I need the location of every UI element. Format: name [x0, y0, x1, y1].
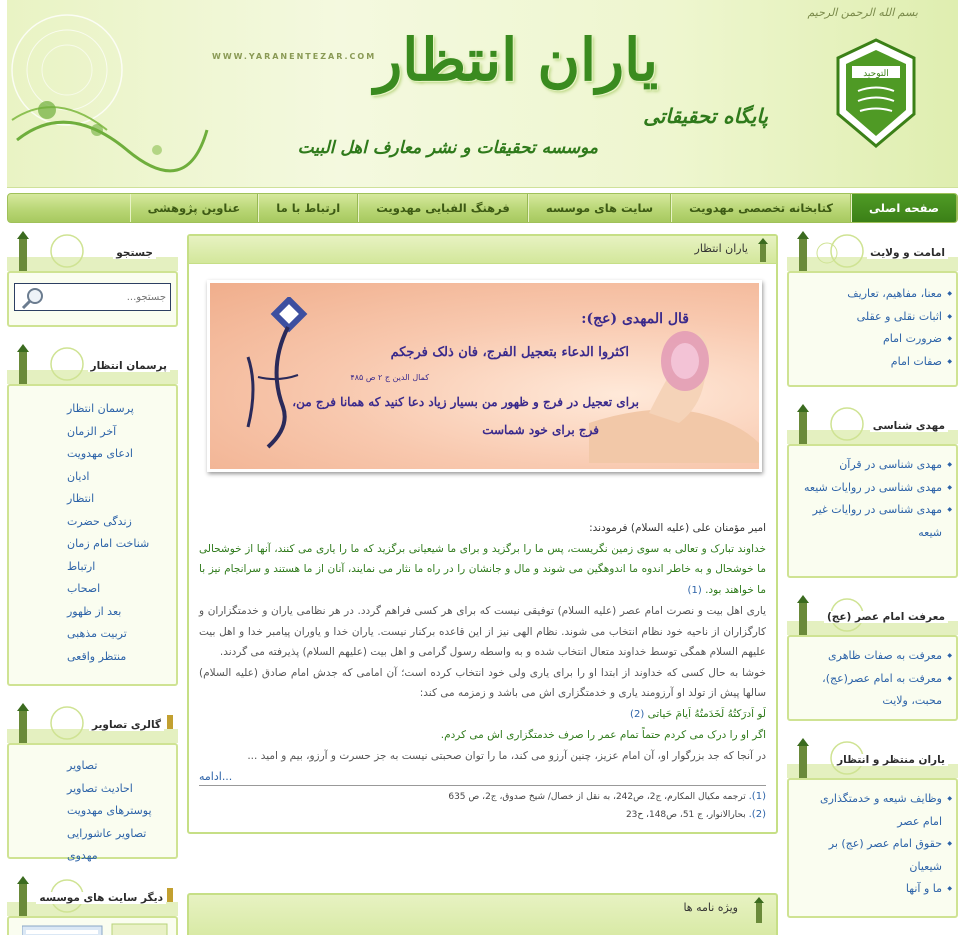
box-porseman: [7, 384, 178, 686]
sidebar-box-header: [7, 344, 178, 384]
article-paragraph: خوشا به حال کسی که خداوند از ابتدا او را برای یاری ولی خود انتخاب کرده است؛ آن امامی که جدش امام صادق (علیه السلام) سالها پیش از تولد او آرزومند یاری و خدمتگزاری اش می باشد و زمزمه می کند:: [199, 666, 766, 699]
reference-item: [199, 788, 766, 806]
list-item[interactable]: ◆ اثبات نقلی و عقلی: [789, 306, 956, 329]
site-org-name: موسسه تحقیقات و نشر معارف اهل البیت: [297, 138, 598, 158]
site-thumbnail-icon[interactable]: [22, 922, 172, 935]
reference-text: بحارالانوار، ج 51، ص148، ح23: [625, 810, 746, 820]
box-title-yaran: یاران منتظر و انتظار: [834, 754, 948, 766]
box-title-search: جستجو: [113, 247, 156, 259]
box-title-porseman: پرسمان انتظار: [88, 360, 170, 372]
box-mahdi: [787, 444, 958, 578]
sidebar-box-header: [787, 231, 958, 271]
box-title-other-sites: دیگر سایت های موسسه: [36, 892, 166, 904]
nav-item-home[interactable]: صفحه اصلی: [851, 194, 957, 222]
article-box-header: [189, 236, 776, 264]
minaret-icon: [748, 897, 770, 923]
list-item[interactable]: ◆ معرفت به امام عصر(عج)، محبت، ولایت: [799, 668, 956, 713]
box-imamat: [787, 271, 958, 387]
banner-heading: قال المهدی (عج):: [581, 311, 689, 327]
banner-persian-line1: برای تعجیل در فرج و ظهور من بسیار زیاد دعا کنید که همانا فرج من،: [292, 395, 639, 409]
right-sidebar: [787, 231, 958, 918]
article-box-title: یاران انتظار: [694, 242, 748, 255]
list-item[interactable]: ادیان: [67, 469, 90, 483]
reference-number[interactable]: (2).: [748, 809, 766, 820]
list-item[interactable]: تربیت مذهبی: [67, 627, 127, 640]
sidebar-box-header: [7, 231, 178, 271]
reference-text: ترجمه مکیال المکارم، ج2، ص242، به نقل از خصال/ شیخ صدوق، ج2، ص 635: [448, 792, 746, 802]
box-title-imamat: امامت و ولایت: [867, 247, 948, 259]
list-item[interactable]: شناخت امام زمان: [67, 537, 150, 550]
article-quote: [199, 539, 766, 602]
list-item[interactable]: بعد از ظهور: [67, 604, 122, 618]
banner-reference: کمال الدین ج ۲ ص ۴۸۵: [350, 373, 429, 382]
list-item[interactable]: ◆ مهدی شناسی در روایات شیعه: [799, 477, 956, 500]
sidebar-box-header: [7, 703, 178, 743]
list-item[interactable]: ارتباط: [67, 559, 96, 573]
arabic-text: لَو اَدرَکتُهُ لَخَدَمتُهُ اَیامَ حَیاتی: [647, 707, 766, 720]
sidebar-box-header: [787, 738, 958, 778]
box-gallery: [7, 743, 178, 862]
article-body: [189, 506, 776, 766]
list-item[interactable]: منتظر واقعی: [67, 649, 127, 663]
banner-arabic-text: اکثروا الدعاء بتعجیل الفرج، فان ذلک فرجکم: [390, 345, 629, 360]
site-title[interactable]: یاران انتظار: [374, 26, 658, 94]
footnote-link-1[interactable]: (1): [687, 584, 702, 596]
special-issues-title: ویژه نامه ها: [683, 901, 738, 914]
decorative-swirl-icon: [7, 0, 217, 188]
list-item[interactable]: تصاویر: [67, 759, 98, 772]
banner-persian-line2: فرج برای خود شماست: [482, 423, 599, 437]
article-paragraph: در آنجا که جد بزرگوار او، آن امام عزیز، چنین آرزو می کند، ما را توان صحبتی نیست به جز حسرت و آرزو، بیم و امید ...: [247, 749, 766, 762]
list-item[interactable]: ◆ ما و آنها: [799, 878, 956, 901]
minaret-icon: [754, 238, 772, 262]
sidebar-box-header: [787, 404, 958, 444]
article-green-line: اگر او را درک می کردم حتماً تمام عمر را صرف خدمتگزاری اش می کردم.: [440, 729, 766, 741]
nav-item-library[interactable]: کتابخانه تخصصی مهدویت: [671, 194, 851, 222]
box-other-sites: [7, 916, 178, 935]
references: [189, 786, 776, 832]
box-title-gallery: گالری تصاویر: [89, 719, 164, 731]
list-item[interactable]: ◆ ضرورت امام: [789, 328, 956, 351]
box-title-marefat: معرفت امام عصر (عج): [824, 611, 948, 623]
nav-item-dictionary[interactable]: فرهنگ الفبایی مهدویت: [358, 194, 528, 222]
calligraphy-emblem-icon: [228, 297, 318, 457]
footnote-link-2[interactable]: (2): [630, 708, 645, 720]
box-title-mahdi: مهدی شناسی: [870, 420, 948, 432]
read-more-link[interactable]: ادامه...: [199, 770, 233, 783]
main-nav: [7, 193, 958, 223]
bismillah-text: بسم الله الرحمن الرحیم: [807, 6, 918, 19]
article-box: [187, 234, 778, 834]
article-arabic-line: [199, 704, 766, 726]
box-marefat: [787, 635, 958, 721]
logo-emblem-icon: [828, 36, 924, 150]
site-subtitle: پایگاه تحقیقاتی: [643, 104, 768, 128]
list-item[interactable]: ◆ مهدی شناسی در قرآن: [799, 454, 956, 477]
list-item[interactable]: احادیث تصاویر: [67, 781, 133, 795]
praying-hands-icon: [589, 313, 759, 463]
hadith-banner: [207, 280, 762, 472]
sidebar-box-header: [7, 876, 178, 916]
sidebar-box-header: [787, 595, 958, 635]
list-item[interactable]: پوسترهای مهدویت: [67, 804, 152, 817]
list-item[interactable]: اصحاب: [67, 582, 101, 595]
site-url: WWW.YARANENTEZAR.COM: [212, 52, 377, 61]
article-intro: امیر مؤمنان علی (علیه السلام) فرمودند:: [589, 522, 766, 534]
list-item[interactable]: ◆ معنا، مفاهیم، تعاریف: [789, 283, 956, 306]
site-header: [7, 0, 958, 188]
box-yaran: [787, 778, 958, 918]
reference-item: [199, 806, 766, 824]
reference-number[interactable]: (1).: [748, 791, 766, 802]
left-sidebar: [7, 231, 178, 935]
nav-item-sites[interactable]: سایت های موسسه: [528, 194, 671, 222]
search-field-wrapper: [14, 283, 171, 311]
list-item[interactable]: انتظار: [67, 492, 95, 505]
list-item[interactable]: ◆ معرفت به صفات ظاهری: [799, 645, 956, 668]
list-item[interactable]: ادعای مهدویت: [67, 447, 133, 460]
nav-item-research[interactable]: عناوین پژوهشی: [130, 194, 259, 222]
search-input[interactable]: [36, 285, 166, 309]
list-item[interactable]: آخر الزمان: [67, 424, 117, 438]
list-item[interactable]: ◆ صفات امام: [789, 351, 956, 374]
special-issues-box: [187, 893, 778, 935]
list-item[interactable]: ◆ مهدی شناسی در روایات غیر شیعه: [799, 499, 956, 544]
search-icon[interactable]: [21, 287, 45, 309]
search-box: [7, 271, 178, 327]
main-content: [187, 234, 778, 834]
list-item[interactable]: زندگی حضرت: [67, 514, 132, 528]
list-item[interactable]: پرسمان انتظار: [67, 402, 134, 415]
svg-text:التوحید: التوحید: [863, 69, 889, 79]
article-paragraph: یاری اهل بیت و نصرت امام عصر (علیه السلام) توفیقی نیست که برای هر کسی فراهم گردد. در هر نظامی یاران و خدمتگزاران و کارگزاران از ناحیه خود نظام انتخاب می شوند. نظام الهی نیز از این قاعده برکنار نیست. یاران خدا و یاوران پیامبر خدا و اهل بیت علیهم السلام همگی توسط خداوند متعال انتخاب شده و به واسطه رسول گرامی و اهل بیت (علیهم السلام) پذیرفته می گردند.: [199, 605, 766, 658]
nav-item-contact[interactable]: ارتباط با ما: [258, 194, 358, 222]
list-item[interactable]: ◆ وظایف شیعه و خدمتگذاری امام عصر: [799, 788, 956, 833]
list-item[interactable]: ◆ حقوق امام عصر (عج) بر شیعیان: [799, 833, 956, 878]
list-item[interactable]: تصاویر عاشورایی مهدوی: [67, 826, 147, 862]
quote-text: خداوند تبارک و تعالی به سوی زمین نگریست، پس ما را برگزید و برای ما شیعیانی برگزید که ما را یاری می کنند، آنها از خوشحالی ما خوشحال و به خاطر اندوه ما اندوهگین می شوند و مال و جانشان را در راه ما نثار می نمایند، آنان از ما هستند و سرانجام نیز با ما خواهند بود.: [199, 542, 766, 596]
